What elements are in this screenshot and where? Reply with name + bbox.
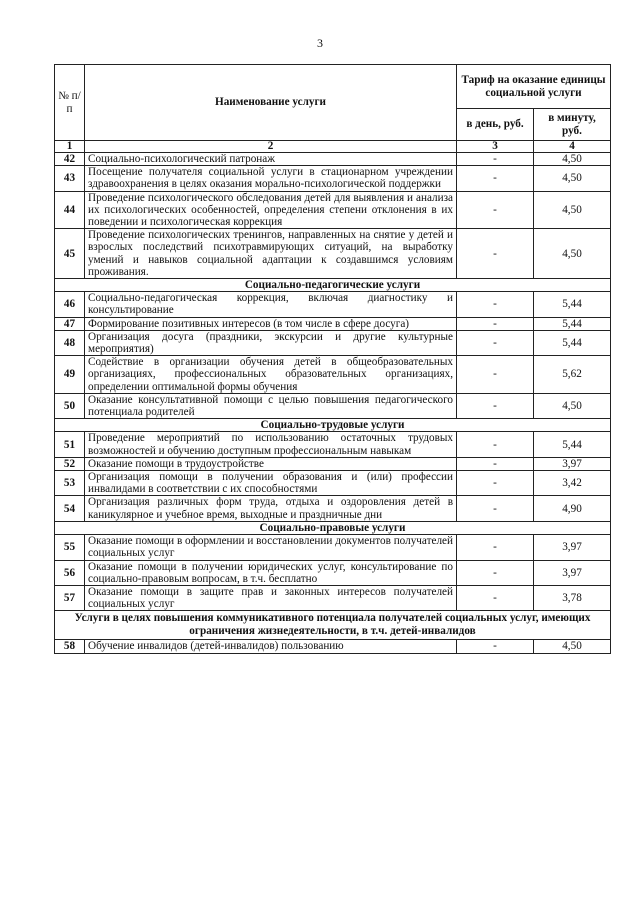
table-row: [55, 432, 611, 457]
tariff-table: [54, 64, 611, 654]
service-number: 54: [55, 496, 85, 521]
service-name: Социально-психологический патронаж: [85, 153, 457, 166]
tariff-per-day: -: [457, 560, 534, 585]
column-number: 4: [534, 141, 611, 153]
service-name: Обучение инвалидов (детей-инвалидов) пользованию: [85, 640, 457, 653]
tariff-per-minute: 5,44: [534, 432, 611, 457]
service-name: Организация помощи в получении образования и (или) профессии инвалидами в соответствии с их способностями: [85, 471, 457, 496]
service-number: 52: [55, 457, 85, 470]
tariff-per-day: -: [457, 330, 534, 355]
table-row: [55, 229, 611, 279]
service-name: Оказание помощи в получении юридических услуг, консультирование по социально-правовым вопросам, в т.ч. бесплатно: [85, 560, 457, 585]
tariff-per-day: -: [457, 535, 534, 560]
service-name: Проведение мероприятий по использованию остаточных трудовых возможностей и обучению доступным профессиональным навыкам: [85, 432, 457, 457]
header-per-minute: в минуту, руб.: [534, 109, 611, 141]
tariff-per-day: -: [457, 393, 534, 418]
tariff-per-minute: 4,50: [534, 153, 611, 166]
table-row: [55, 330, 611, 355]
table-row: [55, 191, 611, 229]
service-number: 50: [55, 393, 85, 418]
tariff-per-minute: 3,97: [534, 560, 611, 585]
service-number: 45: [55, 229, 85, 279]
table-row: [55, 166, 611, 191]
service-number: 56: [55, 560, 85, 585]
tariff-per-minute: 3,97: [534, 457, 611, 470]
section-title: Социально-правовые услуги: [55, 521, 611, 534]
table-row: [55, 535, 611, 560]
service-number: 47: [55, 317, 85, 330]
service-number: 58: [55, 640, 85, 653]
tariff-per-minute: 5,44: [534, 317, 611, 330]
tariff-per-day: -: [457, 585, 534, 610]
service-number: 42: [55, 153, 85, 166]
section-title: Социально-трудовые услуги: [55, 419, 611, 432]
tariff-per-day: -: [457, 640, 534, 653]
service-number: 57: [55, 585, 85, 610]
tariff-per-minute: 5,44: [534, 292, 611, 317]
service-name: Оказание помощи в оформлении и восстановлении документов получателей социальных услуг: [85, 535, 457, 560]
tariff-per-day: -: [457, 191, 534, 229]
tariff-per-minute: 4,50: [534, 640, 611, 653]
tariff-per-minute: 4,50: [534, 393, 611, 418]
table-row: [55, 457, 611, 470]
tariff-per-day: -: [457, 432, 534, 457]
tariff-per-day: -: [457, 292, 534, 317]
tariff-per-minute: 4,90: [534, 496, 611, 521]
section-header-row: [55, 521, 611, 534]
service-number: 48: [55, 330, 85, 355]
service-number: 49: [55, 356, 85, 394]
tariff-per-minute: 4,50: [534, 229, 611, 279]
section-header-row: [55, 419, 611, 432]
tariff-per-day: -: [457, 153, 534, 166]
column-number: 3: [457, 141, 534, 153]
tariff-per-day: -: [457, 317, 534, 330]
header-service-name: Наименование услуги: [85, 65, 457, 141]
service-number: 44: [55, 191, 85, 229]
table-row: [55, 292, 611, 317]
header-num: № п/п: [55, 65, 85, 141]
service-number: 51: [55, 432, 85, 457]
section-header-row: [55, 279, 611, 292]
service-name: Содействие в организации обучения детей в общеобразовательных организациях, профессиональных образовательных организациях, определении оптимальной формы обучения: [85, 356, 457, 394]
tariff-per-minute: 3,78: [534, 585, 611, 610]
tariff-per-day: -: [457, 356, 534, 394]
table-row: [55, 317, 611, 330]
service-name: Проведение психологических тренингов, направленных на снятие у детей и взрослых последствий психотравмирующих ситуаций, на выработку умений и навыков социальной адаптации к создавшимся условиям проживания.: [85, 229, 457, 279]
service-name: Проведение психологического обследования детей для выявления и анализа их психологических особенностей, определения степени отклонения в их поведении и психологическая коррекция: [85, 191, 457, 229]
service-number: 46: [55, 292, 85, 317]
table-body: [55, 153, 611, 654]
table-row: [55, 585, 611, 610]
tariff-per-day: -: [457, 229, 534, 279]
table-row: [55, 640, 611, 653]
section-title: Услуги в целях повышения коммуникативного потенциала получателей социальных услуг, имеющих ограничения жизнедеятельности, в т.ч. детей-инвалидов: [55, 611, 611, 640]
header-row: [55, 65, 611, 109]
tariff-per-minute: 3,97: [534, 535, 611, 560]
table-row: [55, 496, 611, 521]
service-number: 55: [55, 535, 85, 560]
service-number: 43: [55, 166, 85, 191]
table-row: [55, 560, 611, 585]
tariff-per-day: -: [457, 166, 534, 191]
service-name: Организация различных форм труда, отдыха и оздоровления детей в каникулярное и учебное время, выходные и праздничные дни: [85, 496, 457, 521]
table-row: [55, 393, 611, 418]
header-per-day: в день, руб.: [457, 109, 534, 141]
tariff-per-minute: 5,62: [534, 356, 611, 394]
section-title: Социально-педагогические услуги: [55, 279, 611, 292]
table-row: [55, 153, 611, 166]
column-number: 2: [85, 141, 457, 153]
service-name: Организация досуга (праздники, экскурсии и другие культурные мероприятия): [85, 330, 457, 355]
column-number: 1: [55, 141, 85, 153]
service-name: Социально-педагогическая коррекция, включая диагностику и консультирование: [85, 292, 457, 317]
column-number-row: [55, 141, 611, 153]
table-row: [55, 356, 611, 394]
tariff-per-minute: 4,50: [534, 191, 611, 229]
section-header-row: [55, 611, 611, 640]
service-name: Посещение получателя социальной услуги в стационарном учреждении здравоохранения в целях оказания морально-психологической поддержки: [85, 166, 457, 191]
service-name: Оказание помощи в защите прав и законных интересов получателей социальных услуг: [85, 585, 457, 610]
service-name: Оказание консультативной помощи с целью повышения педагогического потенциала родителей: [85, 393, 457, 418]
service-number: 53: [55, 471, 85, 496]
tariff-per-day: -: [457, 471, 534, 496]
tariff-per-minute: 3,42: [534, 471, 611, 496]
service-name: Формирование позитивных интересов (в том числе в сфере досуга): [85, 317, 457, 330]
tariff-per-minute: 4,50: [534, 166, 611, 191]
tariff-per-day: -: [457, 457, 534, 470]
header-tariff: Тариф на оказание единицы социальной услуги: [457, 65, 611, 109]
tariff-per-day: -: [457, 496, 534, 521]
service-name: Оказание помощи в трудоустройстве: [85, 457, 457, 470]
tariff-per-minute: 5,44: [534, 330, 611, 355]
table-row: [55, 471, 611, 496]
page-number: 3: [317, 36, 323, 50]
